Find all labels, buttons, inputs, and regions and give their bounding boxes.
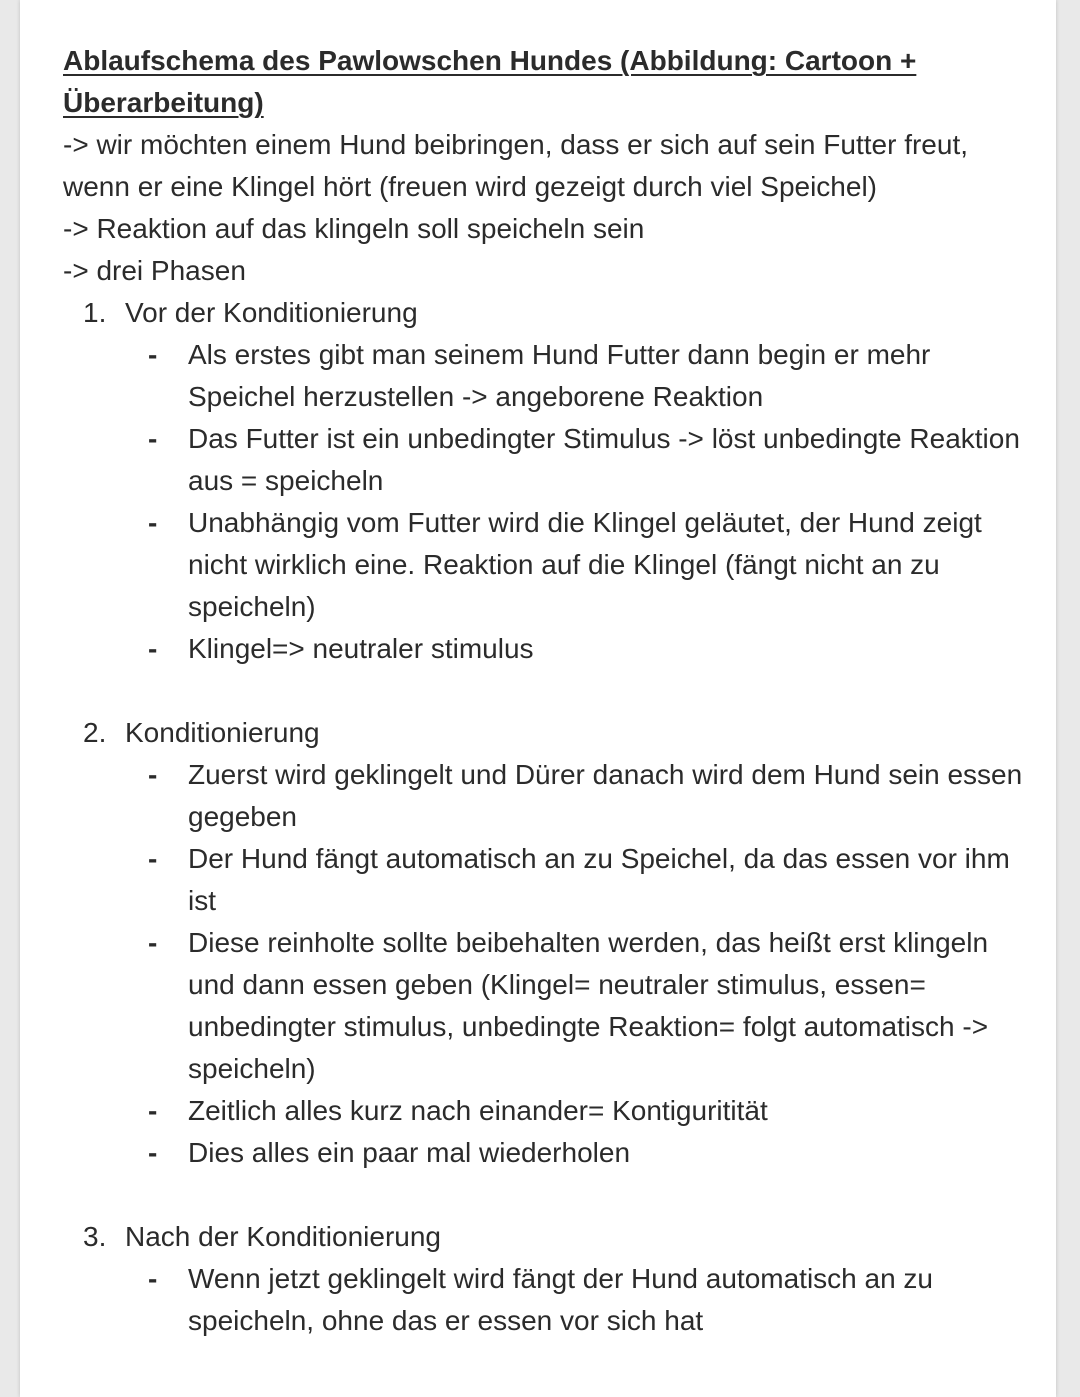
bullet-dash: - <box>148 843 158 874</box>
list-item <box>125 838 1023 922</box>
bullet-text: Als erstes gibt man seinem Hund Futter dann begin er mehr Speichel herzustellen -> angeborene Reaktion <box>188 339 931 412</box>
bullet-dash: - <box>148 633 158 664</box>
intro-line-3: -> drei Phasen <box>63 255 246 286</box>
bullet-dash: - <box>148 1095 158 1126</box>
bullet-list <box>125 754 1023 1174</box>
phase-heading: Vor der Konditionierung <box>125 297 418 328</box>
bullet-dash: - <box>148 927 158 958</box>
phase-heading: Konditionierung <box>125 717 320 748</box>
bullet-text: Wenn jetzt geklingelt wird fängt der Hund automatisch an zu speicheln, ohne das er essen vor sich hat <box>188 1263 934 1336</box>
phase-list <box>63 292 1023 1342</box>
list-item <box>125 922 1023 1090</box>
list-item <box>125 628 1023 670</box>
list-item <box>125 334 1023 418</box>
bullet-list <box>125 1258 1023 1342</box>
phase-number: 1. <box>83 297 107 328</box>
bullet-dash: - <box>148 507 158 538</box>
bullet-text: Zeitlich alles kurz nach einander= Kontiguritität <box>188 1095 768 1126</box>
list-item <box>125 1090 1023 1132</box>
phase-heading: Nach der Konditionierung <box>125 1221 441 1252</box>
intro-line-2: -> Reaktion auf das klingeln soll speicheln sein <box>63 213 645 244</box>
phase-item-2 <box>63 712 1023 1174</box>
list-item <box>125 1258 1023 1342</box>
bullet-text: Das Futter ist ein unbedingter Stimulus -> löst unbedingte Reaktion aus = speicheln <box>188 423 1020 496</box>
bullet-dash: - <box>148 339 158 370</box>
document-title: Ablaufschema des Pawlowschen Hundes (Abbildung: Cartoon + Überarbeitung) <box>63 45 917 118</box>
bullet-dash: - <box>148 1263 158 1294</box>
document-page <box>20 0 1056 1397</box>
bullet-list <box>125 334 1023 670</box>
phase-item-3 <box>63 1216 1023 1342</box>
bullet-text: Dies alles ein paar mal wiederholen <box>188 1137 631 1168</box>
bullet-text: Klingel=> neutraler stimulus <box>188 633 534 664</box>
list-item <box>125 1132 1023 1174</box>
document-content <box>63 40 1023 1342</box>
bullet-text: Zuerst wird geklingelt und Dürer danach wird dem Hund sein essen gegeben <box>188 759 1023 832</box>
list-item <box>125 502 1023 628</box>
phase-number: 3. <box>83 1221 107 1252</box>
list-item <box>125 754 1023 838</box>
phase-item-1 <box>63 292 1023 670</box>
bullet-dash: - <box>148 759 158 790</box>
bullet-text: Der Hund fängt automatisch an zu Speichel, da das essen vor ihm ist <box>188 843 1010 916</box>
bullet-dash: - <box>148 1137 158 1168</box>
bullet-dash: - <box>148 423 158 454</box>
bullet-text: Unabhängig vom Futter wird die Klingel geläutet, der Hund zeigt nicht wirklich eine. Reaktion auf die Klingel (fängt nicht an zu speicheln) <box>188 507 982 622</box>
intro-line-1: -> wir möchten einem Hund beibringen, dass er sich auf sein Futter freut, wenn er eine Klingel hört (freuen wird gezeigt durch viel Speichel) <box>63 129 968 202</box>
phase-number: 2. <box>83 717 107 748</box>
bullet-text: Diese reinholte sollte beibehalten werden, das heißt erst klingeln und dann essen geben (Klingel= neutraler stimulus, essen= unbedingter stimulus, unbedingte Reaktion= folgt automatisch -> speicheln) <box>188 927 989 1084</box>
list-item <box>125 418 1023 502</box>
